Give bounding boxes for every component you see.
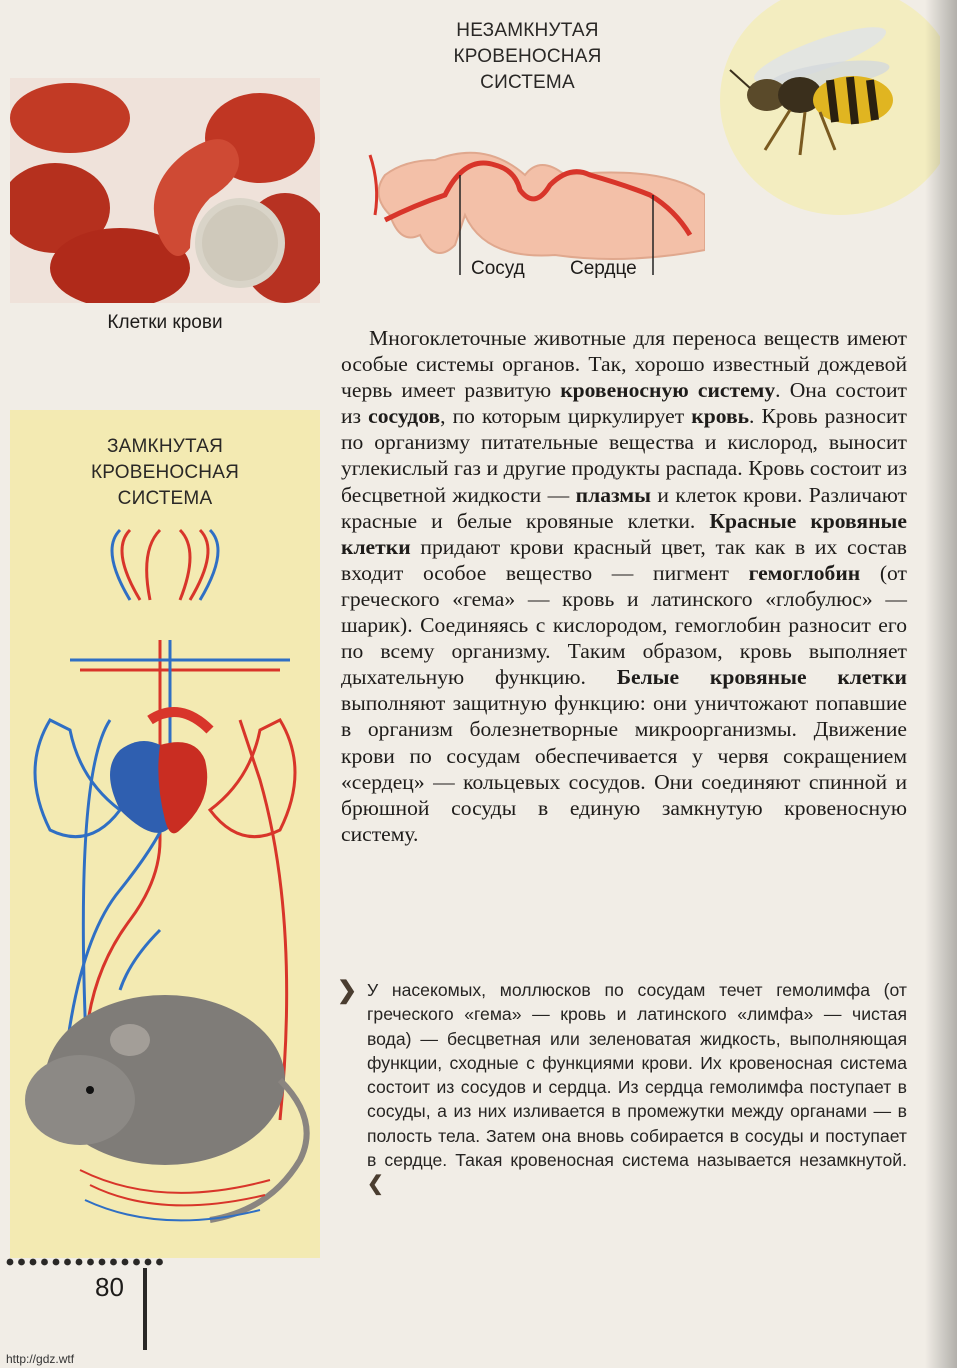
blood-cells-photo [10, 78, 320, 303]
text-run: выполняют защитную функцию: они уничтожают попавшие в организм болезнетворные микроорганизмы. Движение крови по сосудам обеспечивается у червя сокращением «сердец» — кольцевых сосудов. Они соединяют спинной и брюшной сосуды в единую замкнутую кровеносную систему. [341, 691, 907, 846]
dot [7, 1259, 14, 1266]
wasp-illustration [705, 0, 940, 215]
chevron-right-icon: ❯ [337, 977, 358, 1004]
open-system-diagram [365, 135, 705, 285]
text-run: (от греческого «гема» — кровь и латинского «глобулюс» — шарик). Соединяясь с кислородом, гемоглобин разносит его по всему организму. Таким образом, кровь выполняет дыхательную функцию. [341, 560, 907, 690]
cells-caption: Клетки крови [107, 312, 223, 333]
info-box [367, 978, 907, 1197]
bold-term: Красные кровяные клетки [341, 508, 907, 559]
text-run: и клеток крови. Различают красные и белые кровяные клетки. [341, 482, 907, 533]
dot [53, 1259, 60, 1266]
dot [156, 1259, 163, 1266]
bold-term: кровеносную систему [560, 378, 776, 403]
closed-system-title [10, 434, 320, 512]
closed-system-panel [10, 410, 320, 1258]
bold-term: плазмы [575, 482, 651, 507]
closed-system-diagram [10, 520, 320, 1250]
page-number-bar [143, 1268, 147, 1350]
dot [145, 1259, 152, 1266]
chevron-left-icon: ❮ [367, 1173, 384, 1196]
title-line: КРОВЕНОСНАЯ [453, 46, 602, 67]
bold-term: гемоглобин [748, 560, 861, 585]
page-number: 80 [95, 1272, 124, 1302]
bold-term: кровь [691, 404, 750, 429]
dot [76, 1259, 83, 1266]
dot [41, 1259, 48, 1266]
title-line: КРОВЕНОСНАЯ [91, 462, 239, 483]
title-line: ЗАМКНУТАЯ [106, 436, 223, 457]
dot [18, 1259, 25, 1266]
dot [110, 1259, 117, 1266]
dot [133, 1259, 140, 1266]
text-run: придают крови красный цвет, так как в их состав входит особое вещество — пигмент [341, 534, 907, 585]
text-run: . Она состоит из [341, 378, 907, 429]
vessel-label: Сосуд [471, 258, 525, 279]
dot [64, 1259, 71, 1266]
dot [122, 1259, 129, 1266]
open-system-title [420, 18, 635, 96]
title-line: НЕЗАМКНУТАЯ [456, 20, 599, 41]
bold-term: сосудов [368, 404, 441, 429]
text-run: . Кровь разносит по организму питательные вещества и кислород, выносит углекислый газ и другие продукты распада. Кровь состоит из бесцветной жидкости — [341, 404, 907, 507]
title-line: СИСТЕМА [117, 488, 213, 509]
bold-term: Белые кровяные клетки [616, 665, 907, 690]
text-run: Многоклеточные животные для переноса веществ имеют особые системы органов. Так, хорошо известный дождевой червь имеет развитую [341, 326, 907, 403]
heart-label: Сердце [570, 258, 637, 279]
dot [87, 1259, 94, 1266]
dot [30, 1259, 37, 1266]
text-run: , по которым циркулирует [440, 404, 692, 429]
decorative-dots [4, 1255, 174, 1274]
info-box-text: У насекомых, моллюсков по сосудам течет гемолимфа (от греческого «гема» — кровь и латинского «лимфа» — чистая вода) — бесцветная или зеленоватая жидкость, выполняющая функции, сходные с функциями крови. Их кровеносная система состоит из сосудов и сердца. Из сердца гемолимфа поступает в сосуды, а из них изливается в промежутки между органами — в полость тела. Затем она вновь собирается в сосуды и поступает в сердце. Такая кровеносная система называется незамкнутой. [367, 980, 907, 1171]
paragraph [341, 325, 907, 847]
page-edge-shadow [925, 0, 957, 1368]
watermark-url: http://gdz.wtf [6, 1352, 75, 1366]
main-paragraph [341, 325, 907, 847]
dot [99, 1259, 106, 1266]
title-line: СИСТЕМА [480, 72, 575, 93]
